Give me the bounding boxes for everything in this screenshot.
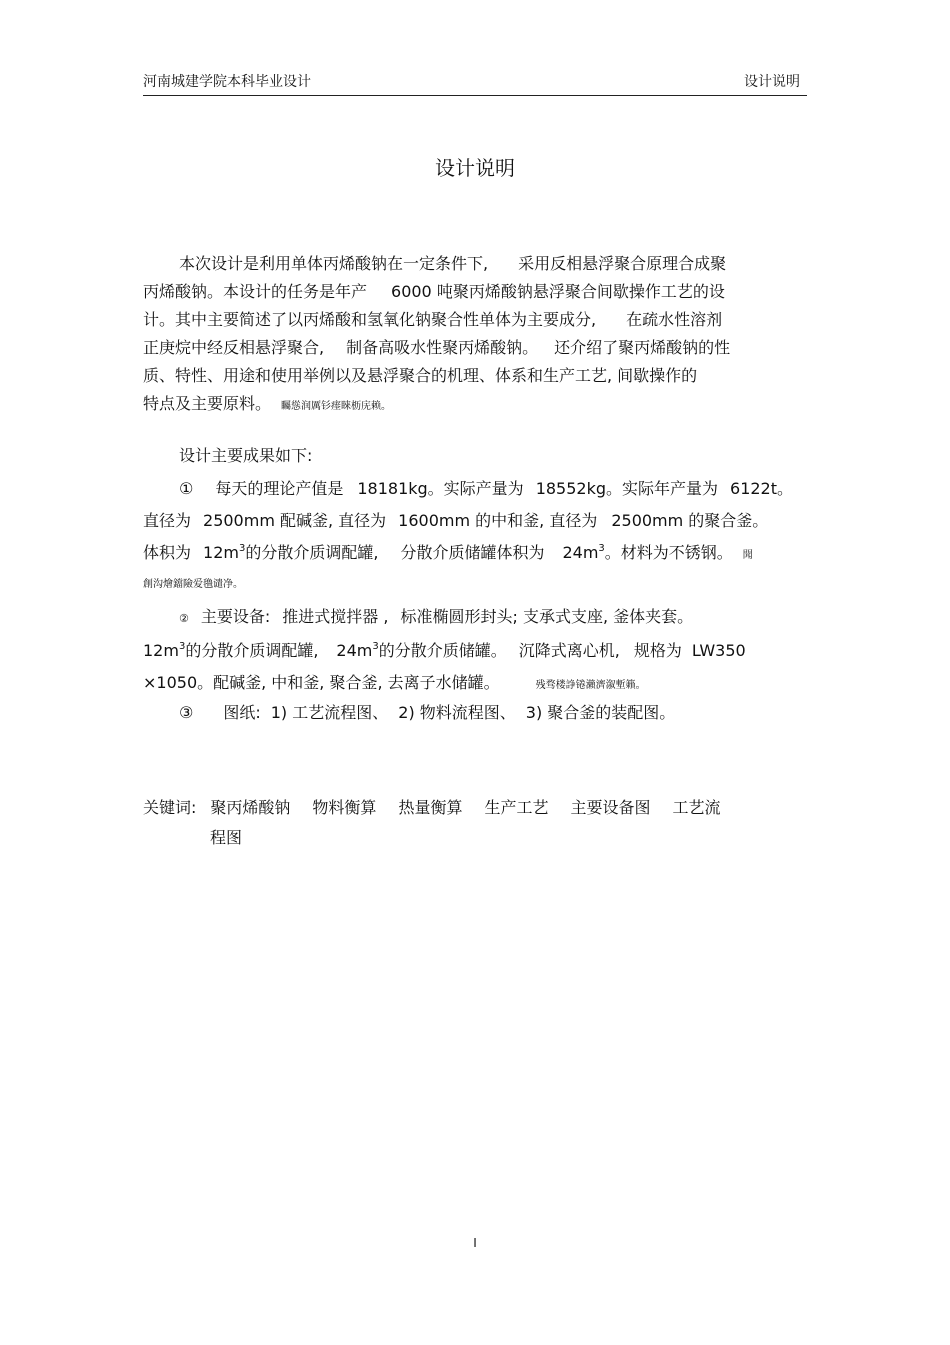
keyword: 主要设备图 — [570, 798, 651, 817]
abstract-line — [143, 278, 807, 306]
keywords-label: 关键词: — [143, 798, 197, 817]
item-text: 18181kg。实际产量为 — [357, 479, 524, 498]
item-text: 6122t。 — [730, 479, 794, 498]
abstract-line — [143, 306, 807, 334]
abstract-line — [143, 250, 807, 278]
item-text: 沉降式离心机, — [518, 641, 620, 660]
item-text: 24m — [562, 543, 599, 562]
garbled-text: 創沟燴鐺險爱氇谴净。 — [143, 579, 243, 590]
keyword: 聚丙烯酸钠 — [210, 798, 291, 817]
abstract-line — [143, 334, 807, 362]
abstract-text: 丙烯酸钠。本设计的任务是年产 — [143, 282, 368, 301]
keyword-continuation: 程图 — [210, 828, 243, 847]
page-title: 设计说明 — [435, 156, 515, 180]
abstract-text: 特点及主要原料。 — [143, 394, 272, 413]
abstract-text: 正庚烷中经反相悬浮聚合, — [143, 338, 325, 357]
item-text: 每天的理论产值是 — [215, 479, 344, 498]
abstract-text: 还介绍了聚丙烯酸钠的性 — [554, 338, 731, 357]
abstract-line — [143, 390, 807, 421]
abstract-text: 6000 吨聚丙烯酸钠悬浮聚合间歇操作工艺的设 — [391, 282, 725, 301]
item-text: 体积为 — [143, 543, 192, 562]
keyword: 热量衡算 — [398, 798, 463, 817]
item-text: 主要设备: — [200, 607, 271, 626]
abstract-line — [143, 362, 807, 390]
item-text: ×1050。配碱釜, 中和釜, 聚合釜, 去离子水储罐。 — [143, 673, 500, 692]
item-line — [143, 568, 807, 599]
abstract-text: 在疏水性溶剂 — [626, 310, 723, 329]
item-text: 分散介质储罐体积为 — [400, 543, 545, 562]
item-text: 2500mm 的聚合釜。 — [611, 511, 769, 530]
item-text: 18552kg。实际年产量为 — [535, 479, 719, 498]
item-marker: ② — [179, 612, 189, 625]
result-item-1 — [143, 475, 807, 599]
result-item-3 — [143, 699, 807, 727]
item-line — [143, 475, 807, 503]
item-line — [143, 637, 807, 665]
item-text: 3) 聚合釜的装配图。 — [525, 703, 676, 722]
abstract-text: 制备高吸水性聚丙烯酸钠。 — [346, 338, 539, 357]
item-line — [143, 507, 807, 535]
item-text: 12m — [143, 641, 179, 660]
item-text: 的分散介质储罐。 — [378, 641, 507, 660]
results-intro — [143, 442, 807, 470]
item-text: 规格为 — [633, 641, 682, 660]
garbled-text: 聞 — [742, 550, 753, 561]
item-text: 1) 工艺流程图、 — [270, 703, 389, 722]
item-text: 。材料为不锈钢。 — [604, 543, 733, 562]
page-number: I — [473, 1236, 477, 1250]
superscript: 3 — [238, 543, 246, 554]
item-text: 的分散介质调配罐, — [185, 641, 319, 660]
keywords-section — [143, 793, 807, 853]
item-text: 的分散介质调配罐, — [245, 543, 379, 562]
item-text: 24m — [336, 641, 373, 660]
item-marker: ① — [179, 479, 194, 498]
keyword: 物料衡算 — [312, 798, 377, 817]
item-line — [143, 699, 807, 727]
garbled-text: 矚慫润厲钐瘗睞枥庑赖。 — [281, 401, 392, 412]
item-line — [143, 539, 807, 570]
abstract-text: 计。其中主要简述了以丙烯酸和氢氧化钠聚合性单体为主要成分, — [143, 310, 597, 329]
item-text: 1600mm 的中和釜, 直径为 — [398, 511, 598, 530]
header-school: 河南城建学院本科毕业设计 — [143, 74, 311, 90]
item-text: 2500mm 配碱釜, 直径为 — [203, 511, 387, 530]
item-text: 直径为 — [143, 511, 192, 530]
item-text: 2) 物料流程图、 — [398, 703, 516, 722]
item-text: 推进式搅拌器 , — [282, 607, 389, 626]
garbled-text: 残骛楼諍锩瀨濟溆塹籟。 — [535, 680, 646, 691]
result-item-2 — [143, 603, 807, 700]
superscript: 3 — [178, 641, 186, 652]
item-text: 图纸: — [223, 703, 261, 722]
header-section: 设计说明 — [744, 74, 800, 90]
results-intro-text: 设计主要成果如下: — [179, 446, 313, 465]
item-line — [143, 669, 807, 700]
item-text: 标准椭圆形封头; 支承式支座, 釜体夹套。 — [400, 607, 694, 626]
item-line — [143, 603, 807, 633]
superscript: 3 — [598, 543, 605, 554]
item-marker: ③ — [179, 703, 194, 722]
item-text: LW350 — [691, 641, 746, 660]
header-divider — [143, 95, 807, 96]
keyword: 生产工艺 — [484, 798, 549, 817]
item-text: 12m — [203, 543, 239, 562]
abstract-paragraph — [143, 250, 807, 421]
keyword: 工艺流 — [672, 798, 721, 817]
abstract-text: 本次设计是利用单体丙烯酸钠在一定条件下, — [179, 254, 489, 273]
abstract-text: 质、特性、用途和使用举例以及悬浮聚合的机理、体系和生产工艺, 间歇操作的 — [143, 366, 698, 385]
abstract-text: 采用反相悬浮聚合原理合成聚 — [518, 254, 727, 273]
superscript: 3 — [372, 641, 379, 652]
